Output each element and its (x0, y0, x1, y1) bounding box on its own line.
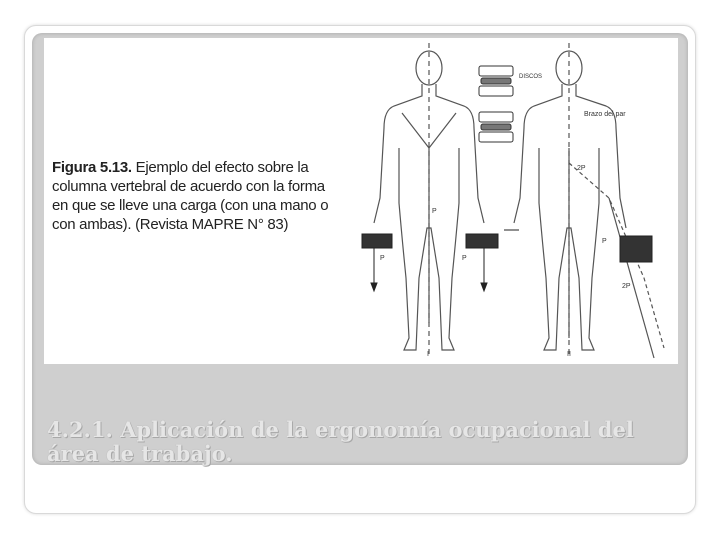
figure-caption (52, 158, 342, 234)
figure-caption-text: Ejemplo del efecto sobre la columna vertebral de acuerdo con la forma en que se lleve una carga (con una mano o con ambas). (Revista MAPRE N° 83) (52, 159, 329, 233)
right-hand-load (504, 230, 652, 262)
double-force-label: 2P (577, 165, 586, 172)
double-force-low-label: 2P (622, 283, 631, 290)
right-arm-label: Brazo del par (584, 111, 626, 118)
left-figure (374, 43, 484, 358)
body-diagram (344, 38, 678, 364)
disc-label: DISCOS (519, 74, 543, 80)
roman-left-label: I (427, 351, 429, 358)
figure-image (44, 38, 678, 364)
center-force-label: P (432, 208, 437, 215)
left-force-right-label: P (462, 255, 467, 262)
left-hand-load (362, 234, 498, 291)
right-figure (514, 43, 664, 358)
discs-illustration (479, 66, 513, 142)
left-force-label: P (380, 255, 385, 262)
roman-right-label: II (567, 351, 571, 358)
slide-title: 4.2.1. Aplicación de la ergonomía ocupacional del área de trabajo. (47, 417, 634, 466)
figure-caption-label: Figura 5.13. (52, 159, 132, 176)
right-force-label: P (602, 238, 607, 245)
